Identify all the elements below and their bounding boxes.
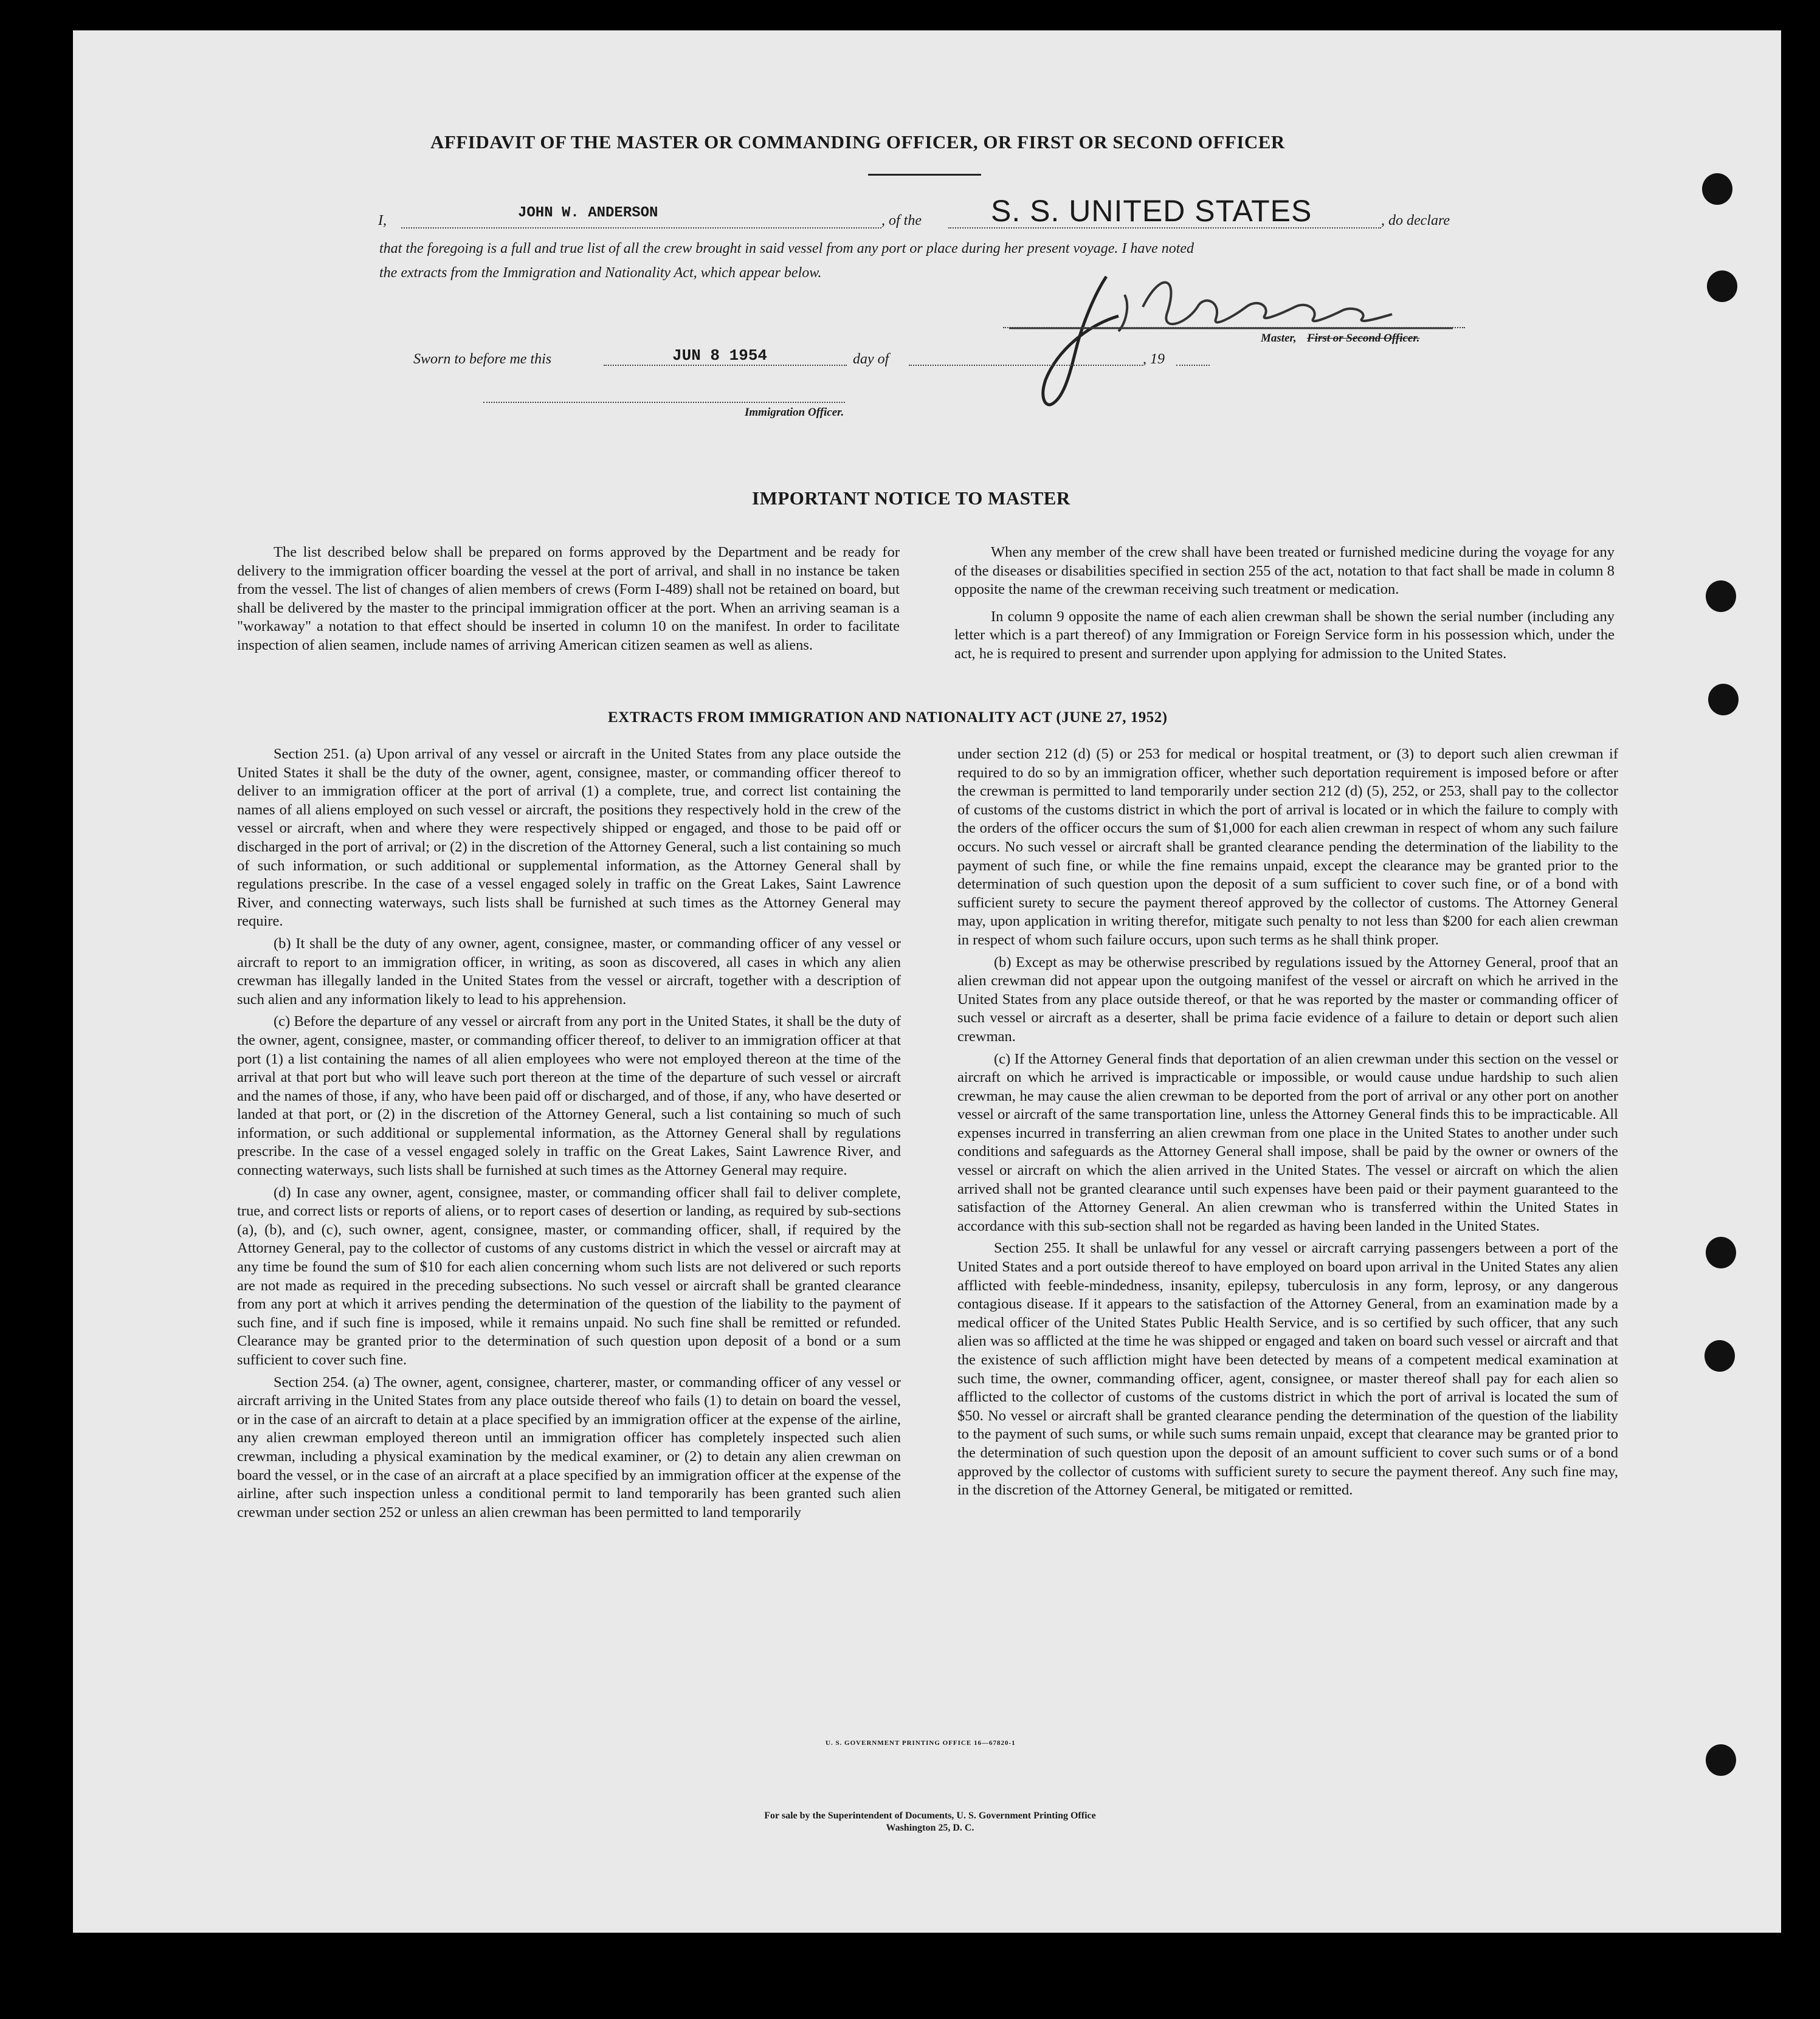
punch-hole [1708,684,1739,715]
day-of-label: day of [853,351,889,367]
notice-left-column [237,543,900,659]
name-line [401,227,881,229]
extract-paragraph: Section 251. (a) Upon arrival of any vessel or aircraft in the United States from any place outside the United States it shall be the duty of the owner, agent, consignee, master, or commanding officer thereof to deliver to an immigration officer at the port of arrival (1) a complete, true, and correct list containing the names of all aliens employed on such vessel or aircraft, the positions they respectively hold in the crew of the vessel or aircraft, when and where they were respectively shipped or engaged, and those to be paid off or discharged in the port of arrival; or (2) in the discretion of the Attorney General, such a list containing so much of such information, or such additional or supplemental information, as the Attorney General shall by regulations prescribe. In the case of a vessel engaged solely in traffic on the Great Lakes, Saint Lawrence River, and connecting waterways, such lists shall be furnished at such times as the Attorney General may require. [237,746,901,930]
month-line [909,365,1143,366]
extract-paragraph: (b) It shall be the duty of any owner, agent, consignee, master, or commanding officer of any vessel or aircraft to report to an immigration officer, in writing, as soon as discovered, all cases in which any alien crewman has illegally landed in the United States from the vessel or aircraft, together with a description of such alien and any information likely to lead to his apprehension. [237,935,901,1008]
extract-paragraph: (d) In case any owner, agent, consignee, master, or commanding officer shall fail to deliver complete, true, and correct lists or reports of aliens, or to report cases of desertion or landing, as required by sub-sections (a), (b), and (c), such owner, agent, consignee, master, or commanding officer, shall, if required by the Attorney General, pay to the collector of customs of any customs district in which the vessel or aircraft may at any time be found the sum of $10 for each alien concerning whom such lists are not delivered or such reports are not made as required in the preceding subsections. No such vessel or aircraft shall be granted clearance from any port at which it arrives pending the determination of the question of the liability to the payment of such fine, and if such fine is imposed, while it remains unpaid. No such fine shall be remitted or refunded. Clearance may be granted prior to the determination of such question upon deposit of a bond or a sum sufficient to cover such fine. [237,1184,901,1368]
struck-officer-label: First or Second Officer. [1307,332,1420,345]
of-the-label: , of the [881,213,922,229]
do-declare-label: , do declare [1381,213,1450,229]
affidavit-title: AFFIDAVIT OF THE MASTER OR COMMANDING OFFICER, OR FIRST OR SECOND OFFICER [430,131,1285,153]
sworn-date: JUN 8 1954 [672,346,768,365]
extracts-title: EXTRACTS FROM IMMIGRATION AND NATIONALITY ACT (JUNE 27, 1952) [608,709,1168,726]
extract-paragraph: (c) If the Attorney General finds that deportation of an alien crewman under this section on the vessel or aircraft on which he arrived is impracticable or impossible, or would cause undue hardship to such alien crewman, he may cause the alien crewman to be deported from the port of arrival or any other port on another vessel or aircraft of the same transportation line, unless the Attorney General finds this to be impracticable. All expenses incurred in transferring an alien crewman from one place in the United States to another under such conditions and safeguards as the Attorney General shall impose, shall be paid by the owner or owners of the vessel or aircraft on which the alien arrived in the United States. The vessel or aircraft on which the alien arrived shall not be granted clearance until such expenses have been paid or their payment guaranteed to the satisfaction of the Attorney General. An alien crewman who is transferred within the United States in accordance with this sub-section shall not be regarded as having been landed in the United States. [957,1050,1618,1234]
master-name: JOHN W. ANDERSON [518,205,658,221]
sale-notice [650,1810,1210,1834]
extract-paragraph: (c) Before the departure of any vessel or aircraft from any port in the United States, it shall be the duty of the owner, agent, consignee, master, or commanding officer thereof, to deliver to an immigration officer at that port (1) a list containing the names of all alien employees who were not employed thereon at the time of the arrival at that port but who will leave such port thereon at the time of the departure of such vessel or aircraft and the names of those, if any, who have been paid off or discharged, and of those, if any, who have deserted or landed at that port, or (2) in the discretion of the Attorney General, such a list containing so much of such information, or such additional or supplemental information, as the Attorney General shall by regulations prescribe. In the case of a vessel engaged solely in traffic on the Great Lakes, Saint Lawrence River, and connecting waterways, such lists shall be furnished at such times as the Attorney General may require. [237,1013,901,1179]
declaration-line-2: the extracts from the Immigration and Nationality Act, which appear below. [379,265,822,281]
extract-paragraph: Section 254. (a) The owner, agent, consignee, charterer, master, or commanding officer of any vessel or aircraft arriving in the United States from any place outside thereof who fails (1) to detain on board the vessel, or in the case of an aircraft to detain at a place specified by an immigration officer at the expense of the airline, any alien crewman employed thereon until an immigration officer has completely inspected such alien crewman, including a physical examination by the medical examiner, or (2) to detain any alien crewman on board the vessel, or in the case of an aircraft at a place specified by an immigration officer at the expense of the airline, after such inspection unless a conditional permit to land temporarily has been granted such alien crewman under section 252 or unless an alien crewman has been permitted to land temporarily [237,1374,901,1521]
punch-hole [1706,1237,1736,1268]
punch-hole [1706,580,1736,612]
punch-hole [1705,1340,1735,1372]
punch-hole [1707,270,1737,302]
sworn-date-line [604,365,847,366]
sale-line-1: For sale by the Superintendent of Documents, U. S. Government Printing Office [764,1811,1096,1821]
declaration-line-1: that the foregoing is a full and true list of all the crew brought in said vessel from any port or place during her present voyage. I have noted [379,241,1194,256]
year-line [1176,365,1210,366]
punch-hole [1702,173,1732,205]
extracts-right-column [957,745,1618,1504]
sworn-label: Sworn to before me this [413,351,552,367]
notice-paragraph: In column 9 opposite the name of each alien crewman shall be shown the serial number (including any letter which is a part thereof) of any Immigration or Foreign Service form in his possession which, under the act, he is required to present and surrender upon applying for admission to the United States. [954,608,1615,662]
i-label: I, [378,213,387,229]
title-divider [868,174,981,176]
immigration-officer-label: Immigration Officer. [745,406,844,419]
notice-paragraph: When any member of the crew shall have been treated or furnished medicine during the voyage for any of the diseases or disabilities specified in section 255 of the act, notation to that fact shall be made in column 8 opposite the name of the crewman receiving such treatment or medication. [954,544,1615,598]
extracts-left-column [237,745,901,1525]
vessel-name: S. S. UNITED STATES [991,194,1312,228]
year-label: , 19 [1143,351,1165,367]
extract-paragraph: Section 255. It shall be unlawful for any vessel or aircraft carrying passengers between a port of the United States and a port outside thereof to have employed on board upon arrival in the United States any alien afflicted with feeble-mindedness, insanity, epilepsy, tuberculosis in any form, leprosy, or any dangerous contagious disease. If it appears to the satisfaction of the Attorney General, from an examination made by a medical officer of the United States Public Health Service, and is so certified by such officer, that any such alien was so afflicted at the time he was shipped or engaged and taken on board such vessel or aircraft and that the existence of such affliction might have been detected by means of a competent medical examination at such time, the owner, commanding officer, agent, consignee, or master thereof shall pay for each alien so afflicted to the collector of customs of the customs district in which the port of arrival is located the sum of $50. No vessel or aircraft shall be granted clearance pending the determination of the question of the liability to the payment of such sums, or while such sums remain unpaid, except that clearance may be granted prior to the determination of such question upon the deposit of an amount sufficient to cover such sums or of a bond approved by the collector of customs with sufficient surety to secure the payment thereof. Any such fine may, in the discretion of the Attorney General, be mitigated or remitted. [957,1240,1618,1499]
officer-signature-line [483,402,845,403]
master-label: Master, [1261,332,1297,345]
printing-office-code: U. S. GOVERNMENT PRINTING OFFICE 16—67820-1 [826,1739,1016,1747]
notice-title: IMPORTANT NOTICE TO MASTER [752,487,1070,509]
extract-paragraph: under section 212 (d) (5) or 253 for medical or hospital treatment, or (3) to deport such alien crewman if required to do so by an immigration officer, whether such deportation requirement is imposed before or after the crewman is permitted to land temporarily under section 212 (d) (5), 252, or 253, shall pay to the collector of customs of the customs district in which the port of arrival is located or in which the failure to comply with the orders of the officer occurs the sum of $1,000 for each alien crewman in respect of whom any such failure occurs. No such vessel or aircraft shall be granted clearance pending the determination of the liability to the payment of such fine, or while the fine remains unpaid, except the clearance may be granted prior to the determination of such question upon the deposit of a sum sufficient to cover such fine, or of a bond with sufficient surety to secure the payment thereof approved by the collector of customs. The Attorney General may, upon application in writing therefor, mitigate such penalty to not less than $200 for each alien crewman in respect of whom such failure occurs, upon such terms as he shall think proper. [957,746,1618,948]
notice-paragraph: The list described below shall be prepared on forms approved by the Department and be ready for delivery to the immigration officer boarding the vessel at the port of arrival, and shall in no instance be taken from the vessel. The list of changes of alien members of crews (Form I-489) shall not be retained on board, but shall be delivered by the master to the principal immigration officer at the port. When an arriving seaman is a "workaway" a notation to that effect should be inserted in column 10 on the manifest. In order to facilitate inspection of alien seamen, include names of arriving American citizen seamen as well as aliens. [237,544,900,653]
sale-line-2: Washington 25, D. C. [886,1823,974,1833]
signature-line [1003,327,1465,328]
extract-paragraph: (b) Except as may be otherwise prescribed by regulations issued by the Attorney General, proof that an alien crewman did not appear upon the outgoing manifest of the vessel or aircraft on which he arrived in the United States from any place outside thereof, or that he was reported by the master or commanding officer of such vessel or aircraft as a deserter, shall be prima facie evidence of a failure to detain or deport such alien crewman. [957,954,1618,1045]
notice-right-column [954,543,1615,667]
punch-hole [1706,1744,1736,1776]
